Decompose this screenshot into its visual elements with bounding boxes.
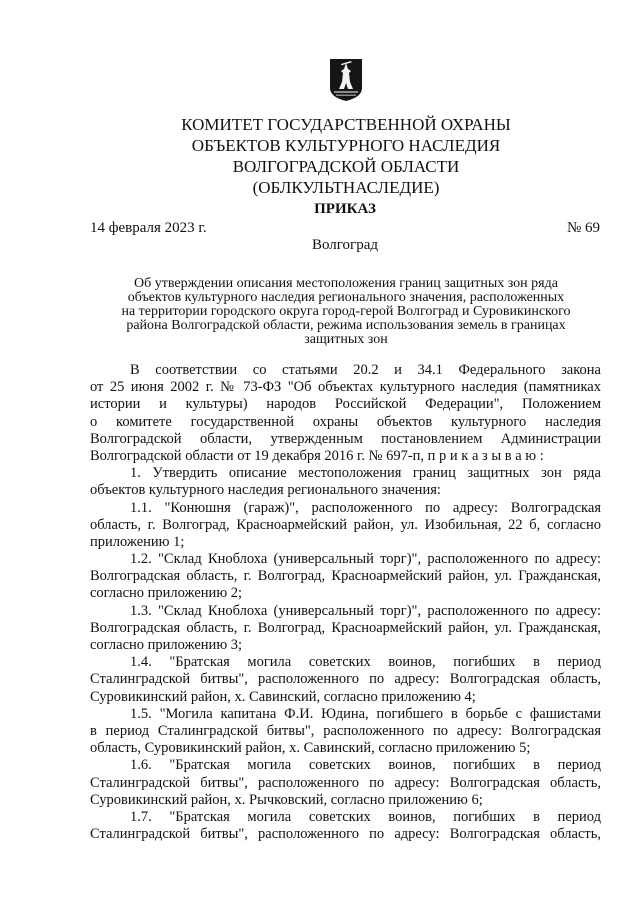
order-city: Волгоград bbox=[311, 237, 378, 253]
text-line: 1.3. "Склад Кноблоха (универсальный торг)", расположенного по адресу: bbox=[130, 602, 601, 619]
clause-1 bbox=[90, 465, 601, 499]
clause-1-4 bbox=[90, 654, 601, 706]
text-line: 1.6. "Братская могила советских воинов, погибших в период bbox=[130, 757, 601, 774]
text-line: 1.7. "Братская могила советских воинов, погибших в период bbox=[130, 808, 601, 825]
text-line: в период Сталинградской битвы", расположенного по адресу: Волгоградская bbox=[90, 722, 601, 739]
subject-line: объектов культурного наследия регионального значения, расположенных bbox=[127, 290, 565, 305]
text-line: область, Суровикинский район, х. Савинский, согласно приложению 5; bbox=[90, 740, 531, 757]
text-line: 1.5. "Могила капитана Ф.И. Юдина, погибшего в борьбе с фашистами bbox=[130, 705, 601, 722]
coat-of-arms-icon bbox=[329, 58, 363, 102]
text-line: Суровикинский район, х. Савинский, согласно приложению 4; bbox=[90, 688, 476, 705]
subject-line: Об утверждении описания местоположения границ защитных зон ряда bbox=[134, 276, 558, 291]
text-line: согласно приложению 3; bbox=[90, 637, 243, 653]
text-line: 1.2. "Склад Кноблоха (универсальный торг)", расположенного по адресу: bbox=[130, 551, 601, 568]
text-line: истории и культуры) народов Российской Федерации", Положением bbox=[90, 396, 601, 413]
order-title: ПРИКАЗ bbox=[314, 201, 376, 217]
text-line: согласно приложению 2; bbox=[90, 585, 243, 602]
text-line: Сталинградской битвы", расположенного по адресу: Волгоградская область, bbox=[90, 826, 601, 843]
subject-line: защитных зон bbox=[304, 332, 388, 347]
clause-1-1 bbox=[90, 500, 601, 552]
header-line: (ОБЛКУЛЬТНАСЛЕДИЕ) bbox=[252, 178, 440, 197]
clause-1-6 bbox=[90, 757, 601, 809]
text-line: Волгоградской области, утвержденным постановлением Администрации bbox=[90, 430, 601, 447]
header-line: КОМИТЕТ ГОСУДАРСТВЕННОЙ ОХРАНЫ bbox=[181, 115, 511, 134]
text-line: Волгоградской области от 19 декабря 2016 г. № 697-п, п р и к а з ы в а ю : bbox=[90, 447, 544, 464]
text-line: Волгоградская область, г. Волгоград, Красноармейский район, ул. Гражданская, bbox=[90, 568, 601, 585]
text-line: 1.4. "Братская могила советских воинов, погибших в период bbox=[130, 654, 601, 671]
text-line: область, г. Волгоград, Красноармейский район, ул. Изобильная, 22 б, согласно bbox=[90, 516, 601, 533]
clause-1-7 bbox=[90, 809, 601, 843]
order-body bbox=[90, 362, 601, 843]
clause-1-3 bbox=[90, 603, 601, 655]
text-line: Волгоградская область, г. Волгоград, Красноармейский район, ул. Гражданская, bbox=[90, 619, 601, 636]
clause-1-5 bbox=[90, 706, 601, 758]
subject-line: на территории городского округа город-герой Волгоград и Суровикинского bbox=[121, 304, 571, 319]
header-line: ОБЪЕКТОВ КУЛЬТУРНОГО НАСЛЕДИЯ bbox=[191, 136, 501, 155]
subject-line: района Волгоградской области, режима использования земель в границах bbox=[126, 318, 566, 333]
preamble-paragraph bbox=[90, 362, 601, 465]
text-line: о комитете государственной охраны объектов культурного наследия bbox=[90, 413, 601, 430]
clause-1-2 bbox=[90, 551, 601, 603]
text-line: Сталинградской битвы", расположенного по адресу: Волгоградская область, bbox=[90, 774, 601, 791]
text-line: объектов культурного наследия регионального значения: bbox=[90, 482, 441, 499]
order-subject bbox=[92, 277, 600, 347]
text-line: В соответствии со статьями 20.2 и 34.1 Федерального закона bbox=[130, 362, 601, 378]
text-line: от 25 июня 2002 г. № 73-ФЗ "Об объектах культурного наследия (памятниках bbox=[90, 379, 601, 396]
header-line: ВОЛГОГРАДСКОЙ ОБЛАСТИ bbox=[232, 157, 460, 176]
order-number: № 69 bbox=[566, 220, 600, 236]
organization-header bbox=[150, 114, 542, 198]
text-line: Сталинградской битвы", расположенного по адресу: Волгоградская область, bbox=[90, 671, 601, 688]
text-line: 1.1. "Конюшня (гараж)", расположенного по адресу: Волгоградская bbox=[130, 499, 601, 516]
text-line: 1. Утвердить описание местоположения границ защитных зон ряда bbox=[130, 465, 601, 482]
text-line: Суровикинский район, х. Рычковский, согласно приложению 6; bbox=[90, 791, 483, 808]
text-line: приложению 1; bbox=[90, 533, 185, 550]
order-date: 14 февраля 2023 г. bbox=[90, 220, 207, 236]
